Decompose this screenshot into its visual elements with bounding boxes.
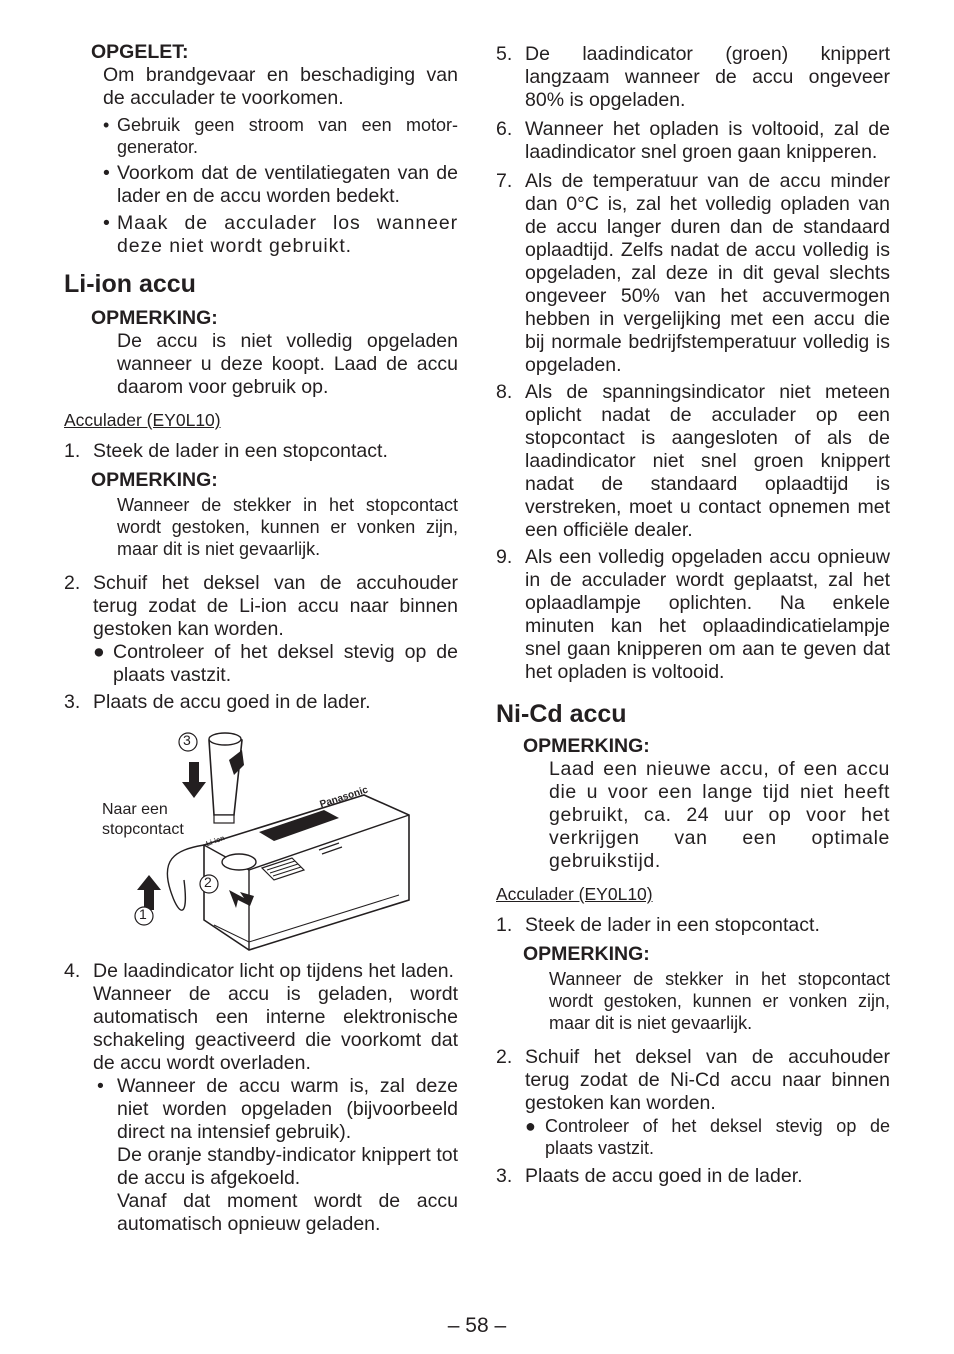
list-item: • Maak de acculader los wanneer deze niet wordt gebruikt.	[103, 212, 458, 257]
step-5: 5. De laadindicator (groen) knippert langzaam wanneer de accu ongeveer 80% is opgeladen.	[496, 43, 890, 111]
list-item: • Gebruik geen stroom van een motor-generator.	[103, 115, 458, 157]
step-1: 1. Steek de lader in een stopcontact.	[64, 440, 388, 462]
callout-2: 2	[204, 874, 212, 890]
charger-subheading: Acculader (EY0L10)	[64, 410, 221, 430]
left-column	[64, 40, 458, 1236]
page-number: – 58 –	[447, 1314, 507, 1337]
right-column	[496, 40, 890, 1188]
charger-subheading: Acculader (EY0L10)	[496, 884, 653, 904]
step-4-bullet-continued: Vanaf dat moment wordt de accu automatisch opnieuw geladen.	[117, 1190, 458, 1235]
step-7: 7. Als de temperatuur van de accu minder dan 0°C is, zal het volledig opladen van de accu langer duren dan de standaard oplaadtijd. Zelfs nadat de accu volledig is opgeladen, zal deze in dit geval slechts ongeveer 50% van het accuvermogen hebben in vergelijking met een accu die bij normale bedrijfstemperatuur volledig is opgeladen.	[496, 170, 890, 376]
list-item: ● Controleer of het deksel stevig op de plaats vastzit.	[525, 1116, 890, 1158]
step-2: 2. Schuif het deksel van de accuhouder terug zodat de Ni-Cd accu naar binnen gestoken kan worden.	[496, 1046, 890, 1114]
caution-bullet-list	[64, 114, 458, 258]
step-4-bullet-continued: De oranje standby-indicator knippert tot de accu is afgekoeld.	[117, 1144, 458, 1189]
list-item: • Voorkom dat de ventilatiegaten van de lader en de accu worden bedekt.	[103, 162, 458, 207]
note-text: Wanneer de stekker in het stopcontact wordt gestoken, kunnen er vonken zijn, maar dit is niet gevaarlijk.	[117, 495, 458, 559]
list-item: ● Controleer of het deksel stevig op de plaats vastzit.	[93, 641, 458, 686]
section-heading-li-ion: Li-ion accu	[64, 270, 196, 298]
note-text: Wanneer de stekker in het stopcontact wordt gestoken, kunnen er vonken zijn, maar dit is niet gevaarlijk.	[549, 969, 890, 1033]
callout-1: 1	[139, 906, 147, 922]
note-label: OPMERKING:	[91, 469, 218, 491]
step-8: 8. Als de spanningsindicator niet meteen oplicht nadat de acculader op een stopcontact is aangesloten of als de laadindicator niet snel groen knippert nadat de standaard oplaadtijd is verstreken, moet u contact opnemen met een officiële dealer.	[496, 381, 890, 541]
step-3: 3. Plaats de accu goed in de lader.	[64, 691, 371, 713]
step-1: 1. Steek de lader in een stopcontact.	[496, 914, 820, 936]
slot-label: Li-ion	[205, 834, 226, 849]
note-label: OPMERKING:	[523, 943, 650, 965]
list-item: • Wanneer de accu warm is, zal deze niet worden opgeladen (bijvoorbeeld direct na intensief gebruik).	[97, 1075, 458, 1143]
caution-text: Om brandgevaar en beschadiging van de acculader te voorkomen.	[103, 64, 458, 109]
callout-3: 3	[183, 732, 191, 748]
step-2: 2. Schuif het deksel van de accuhouder terug zodat de Li-ion accu naar binnen gestoken kan worden.	[64, 572, 458, 640]
note-text: Laad een nieuwe accu, of een accu die u voor een lange tijd niet heeft gebruikt, ca. 24 uur op voor het verkrijgen van een optimale gebruikstijd.	[549, 758, 890, 872]
note-label: OPMERKING:	[91, 307, 218, 329]
note-text: De accu is niet volledig opgeladen wanneer u deze koopt. Laad de accu daarom voor gebruik op.	[117, 330, 458, 398]
figure-label-outlet: Naar een stopcontact	[102, 801, 184, 838]
step-9: 9. Als een volledig opgeladen accu opnieuw in de acculader wordt geplaatst, zal het oplaadlampje oplichten. Na enkele minuten kan het oplaadindicatielampje snel gaan knipperen om aan te geven dat het opladen is voltooid.	[496, 546, 890, 683]
charger-illustration	[64, 720, 458, 960]
step-4: 4. De laadindicator licht op tijdens het laden.	[64, 960, 454, 982]
step-6: 6. Wanneer het opladen is voltooid, zal de laadindicator snel groen gaan knipperen.	[496, 118, 890, 163]
note-label: OPMERKING:	[523, 735, 650, 757]
section-heading-ni-cd: Ni-Cd accu	[496, 700, 627, 728]
charger-figure	[64, 720, 458, 960]
step-3: 3. Plaats de accu goed in de lader.	[496, 1165, 803, 1187]
step-4-continued: Wanneer de accu is geladen, wordt automatisch een interne elektronische schakeling geactiveerd die voorkomt dat de accu wordt overladen.	[93, 983, 458, 1074]
caution-label: OPGELET:	[91, 41, 189, 63]
brand-label: Panasonic	[318, 784, 370, 811]
